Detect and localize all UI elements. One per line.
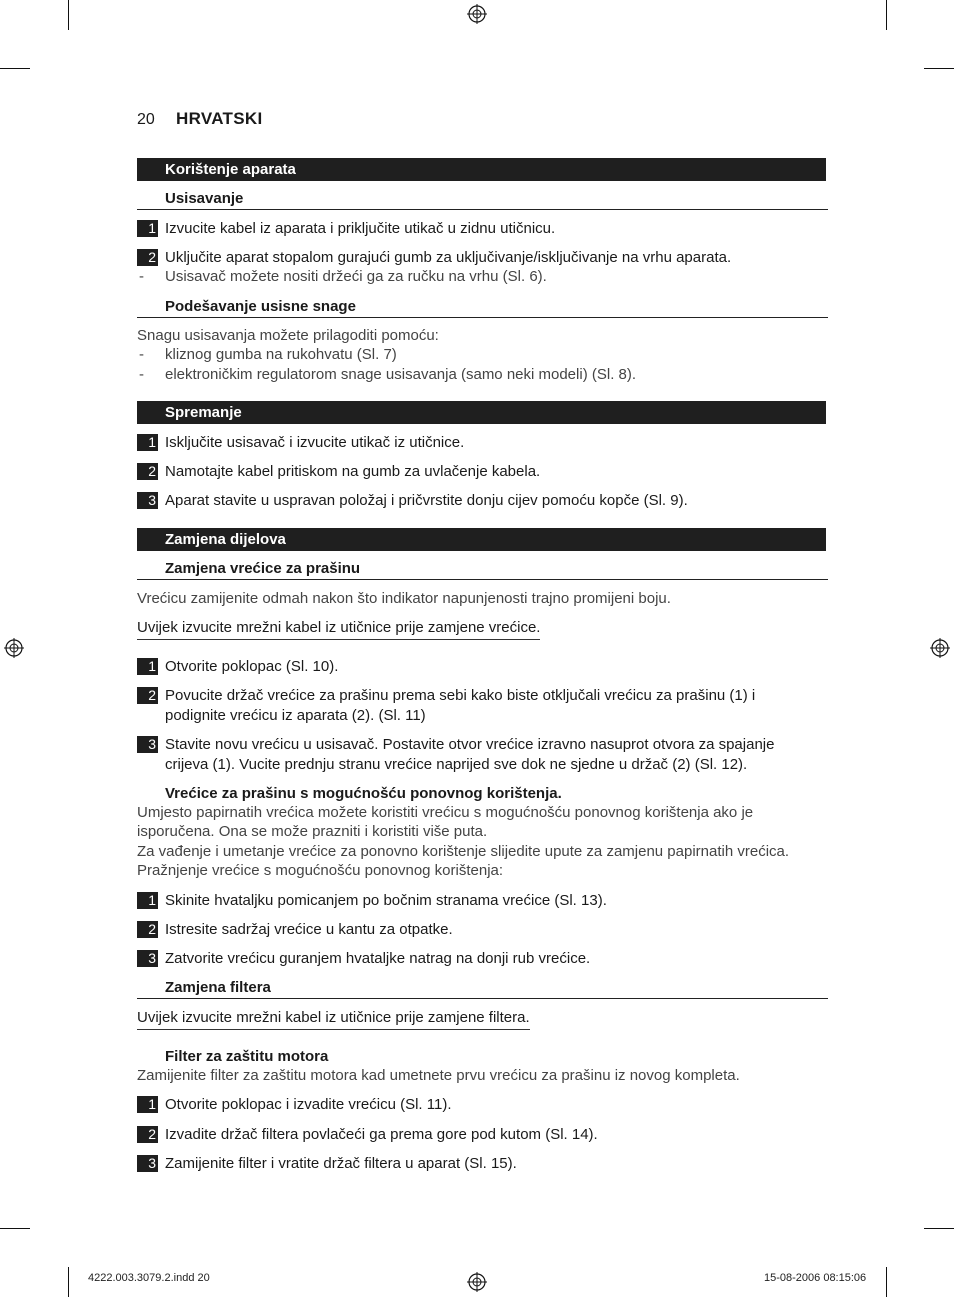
step-item xyxy=(137,433,827,453)
paragraph: Pražnjenje vrećice s mogućnošću ponovnog korištenja: xyxy=(137,862,504,879)
warning-text: Uvijek izvucite mrežni kabel iz utičnice prije zamjene filtera. xyxy=(137,1008,530,1030)
step-item xyxy=(137,1095,827,1115)
registration-mark-icon xyxy=(930,638,950,658)
subheading-filter: Zamjena filtera xyxy=(137,977,828,999)
step-text: Otvorite poklopac (Sl. 10). xyxy=(165,658,339,675)
step-number: 3 xyxy=(137,492,158,509)
dash-item: - elektroničkim regulatorom snage usisavanja (samo neki modeli) (Sl. 8). xyxy=(137,365,827,385)
paragraph: Za vađenje i umetanje vrećice za ponovno korištenje slijedite upute za zamjenu papirnatih vrećica. xyxy=(137,843,790,860)
footer-datetime: 15-08-2006 08:15:06 xyxy=(764,1272,867,1284)
step-number: 1 xyxy=(137,658,158,675)
step-text: Izvucite kabel iz aparata i priključite utikač u zidnu utičnicu. xyxy=(165,220,556,237)
subheading-snaga: Podešavanje usisne snage xyxy=(137,296,828,318)
dash-item: - Usisavač možete nositi držeći ga za ručku na vrhu (Sl. 6). xyxy=(137,267,827,287)
step-item xyxy=(137,686,827,725)
crop-mark xyxy=(886,1267,887,1297)
step-text: Otvorite poklopac i izvadite vrećicu (Sl. 11). xyxy=(165,1096,452,1113)
dash-text: Usisavač možete nositi držeći ga za ručku na vrhu (Sl. 6). xyxy=(165,268,547,285)
motor-filter-title: Filter za zaštitu motora xyxy=(165,1048,329,1065)
page-number: 20 xyxy=(137,111,155,128)
step-text: podignite vrećicu iz aparata (2). (Sl. 11) xyxy=(165,706,426,724)
registration-mark-icon xyxy=(467,1272,487,1292)
step-text: Istresite sadržaj vrećice u kantu za otpatke. xyxy=(165,921,453,938)
section-header-spremanje: Spremanje xyxy=(137,401,826,424)
dash-text: elektroničkim regulatorom snage usisavanja (samo neki modeli) (Sl. 8). xyxy=(165,366,637,383)
step-number: 1 xyxy=(137,220,158,237)
registration-mark-icon xyxy=(467,4,487,24)
crop-mark xyxy=(0,1228,30,1229)
step-text: Stavite novu vrećicu u usisavač. Postavite otvor vrećice izravno nasuprot otvora za spajanje xyxy=(165,736,775,753)
crop-mark xyxy=(924,1228,954,1229)
paragraph: Vrećicu zamijenite odmah nakon što indikator napunjenosti trajno promijeni boju. xyxy=(137,590,671,607)
step-number: 2 xyxy=(137,463,158,480)
step-text: Isključite usisavač i izvucite utikač iz utičnice. xyxy=(165,434,465,451)
language-heading: HRVATSKI xyxy=(176,109,263,128)
step-number: 2 xyxy=(137,687,158,704)
section-header-koristenje: Korištenje aparata xyxy=(137,158,826,181)
step-text: Povucite držač vrećice za prašinu prema sebi kako biste otključali vrećicu za prašinu (1) i xyxy=(165,687,756,704)
dash-text: kliznog gumba na rukohvatu (Sl. 7) xyxy=(165,346,397,363)
step-item xyxy=(137,657,827,677)
step-text: Izvadite držač filtera povlačeći ga prema gore pod kutom (Sl. 14). xyxy=(165,1126,598,1143)
section-header-zamjena: Zamjena dijelova xyxy=(137,528,826,551)
crop-mark xyxy=(68,0,69,30)
step-text: Namotajte kabel pritiskom na gumb za uvlačenje kabela. xyxy=(165,463,541,480)
step-text: Uključite aparat stopalom gurajući gumb za uključivanje/isključivanje na vrhu aparata. xyxy=(165,249,732,266)
reusable-bag-title: Vrećice za prašinu s mogućnošću ponovnog korištenja. xyxy=(165,785,562,802)
step-item xyxy=(137,1154,827,1174)
step-item xyxy=(137,949,827,969)
step-item xyxy=(137,891,827,911)
subheading-vrecica: Zamjena vrećice za prašinu xyxy=(137,558,828,580)
step-text: crijeva (1). Vucite prednju stranu vrećice naprijed sve dok ne sjedne u držač (2) (Sl. 12). xyxy=(165,755,748,773)
step-number: 2 xyxy=(137,1126,158,1143)
step-item xyxy=(137,248,827,268)
crop-mark xyxy=(68,1267,69,1297)
step-number: 2 xyxy=(137,921,158,938)
step-item xyxy=(137,219,827,239)
step-text: Aparat stavite u uspravan položaj i pričvrstite donju cijev pomoću kopče (Sl. 9). xyxy=(165,492,688,509)
paragraph: isporučena. Ona se može prazniti i koristiti više puta. xyxy=(137,823,488,840)
step-item xyxy=(137,735,827,774)
step-number: 3 xyxy=(137,1155,158,1172)
step-number: 3 xyxy=(137,736,158,753)
crop-mark xyxy=(886,0,887,30)
paragraph: Zamijenite filter za zaštitu motora kad umetnete prvu vrećicu za prašinu iz novog kompleta. xyxy=(137,1067,740,1084)
step-item xyxy=(137,1125,827,1145)
step-item xyxy=(137,462,827,482)
subheading-usisavanje: Usisavanje xyxy=(137,188,828,210)
paragraph: Umjesto papirnatih vrećica možete koristiti vrećicu s mogućnošću ponovnog korištenja ako je xyxy=(137,804,754,821)
step-text: Zatvorite vrećicu guranjem hvataljke natrag na donji rub vrećice. xyxy=(165,950,591,967)
step-number: 3 xyxy=(137,950,158,967)
step-text: Zamijenite filter i vratite držač filtera u aparat (Sl. 15). xyxy=(165,1155,517,1172)
step-item xyxy=(137,920,827,940)
step-number: 1 xyxy=(137,1096,158,1113)
registration-mark-icon xyxy=(4,638,24,658)
paragraph: Snagu usisavanja možete prilagoditi pomoću: xyxy=(137,327,439,344)
step-number: 1 xyxy=(137,892,158,909)
crop-mark xyxy=(0,68,30,69)
dash-item: - kliznog gumba na rukohvatu (Sl. 7) xyxy=(137,345,827,365)
warning-text: Uvijek izvucite mrežni kabel iz utičnice prije zamjene vrećice. xyxy=(137,618,540,640)
crop-mark xyxy=(924,68,954,69)
step-text: Skinite hvataljku pomicanjem po bočnim stranama vrećice (Sl. 13). xyxy=(165,892,607,909)
step-item xyxy=(137,491,827,511)
footer-file-info: 4222.003.3079.2.indd 20 xyxy=(88,1272,210,1284)
step-number: 2 xyxy=(137,249,158,266)
step-number: 1 xyxy=(137,434,158,451)
